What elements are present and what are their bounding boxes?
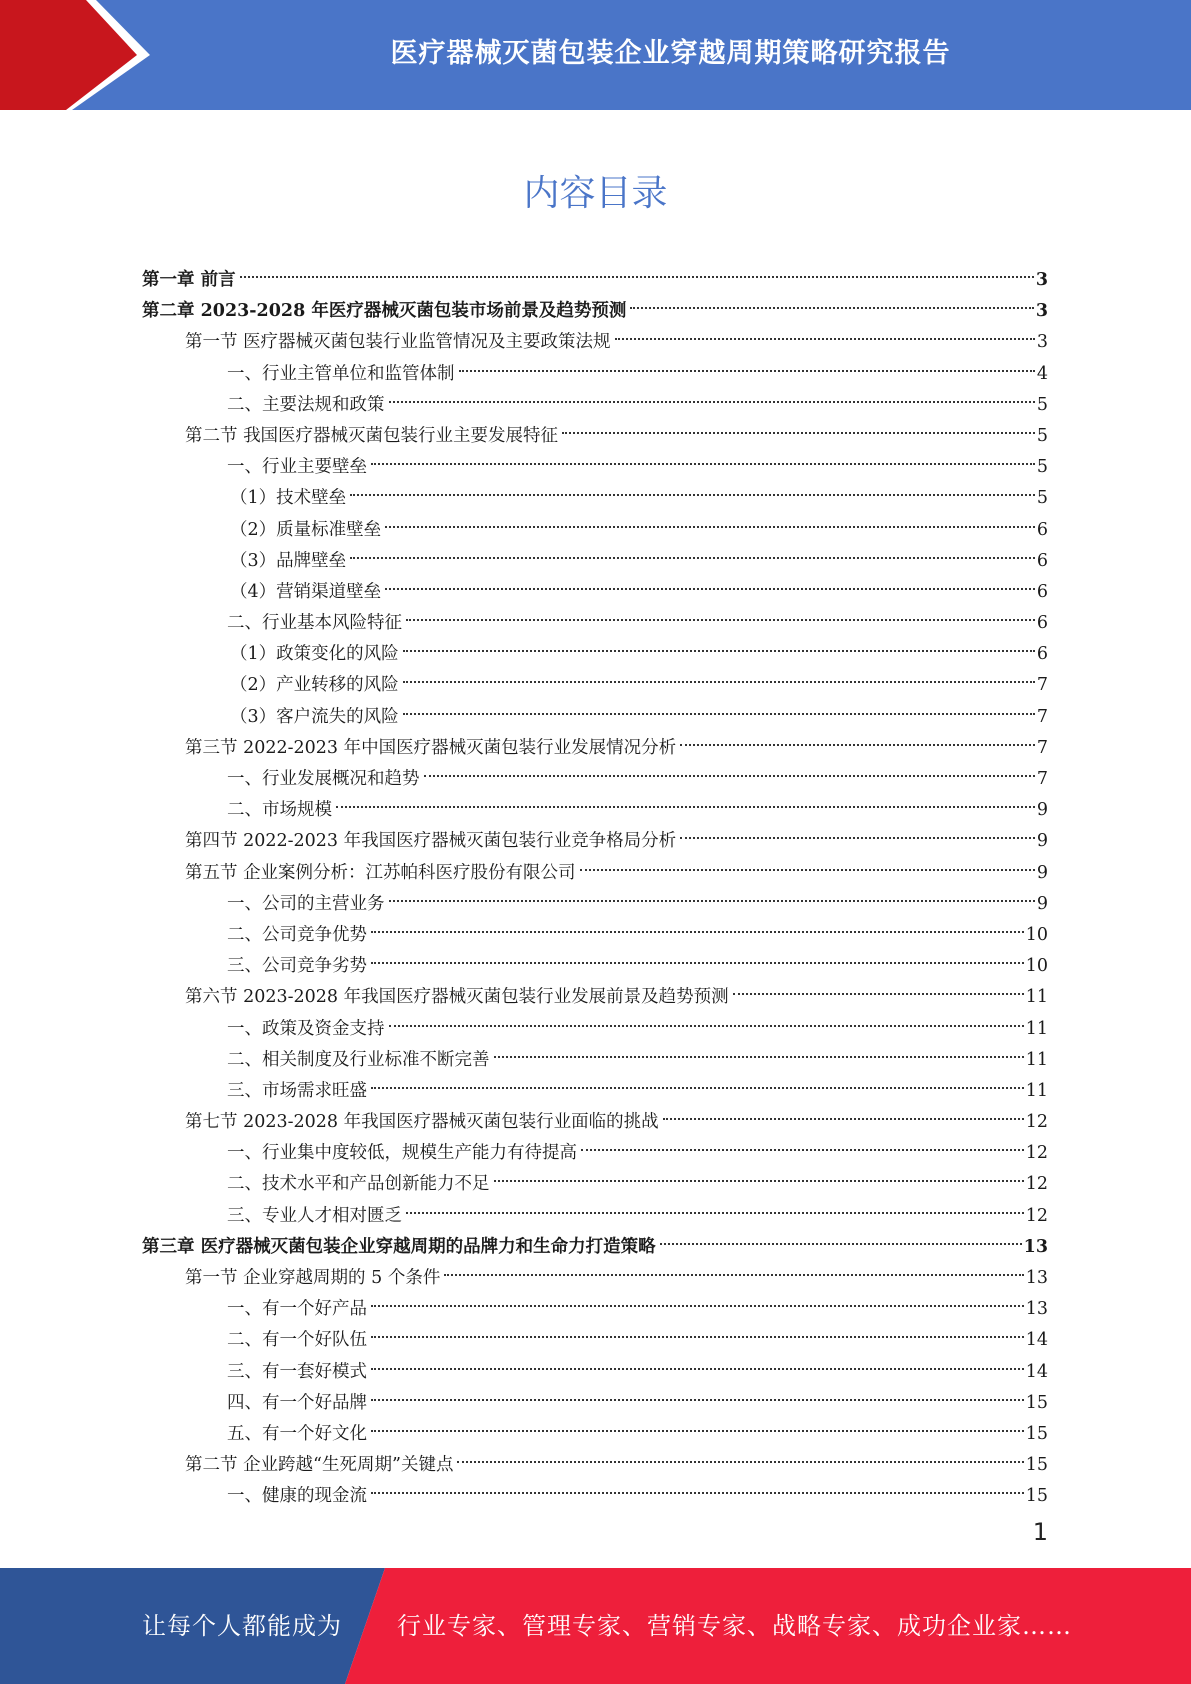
toc-entry-page: 7: [1036, 737, 1048, 758]
toc-leader-dots: [348, 472, 1035, 503]
toc-leader-dots: [387, 379, 1035, 410]
toc-entry[interactable]: [142, 722, 1048, 758]
toc-entry-page: 15: [1025, 1392, 1048, 1413]
toc-leader-dots: [238, 254, 1034, 285]
toc-entry[interactable]: [142, 971, 1048, 1008]
toc-leader-dots: [369, 940, 1024, 971]
toc-leader-dots: [334, 784, 1035, 815]
toc-leader-dots: [628, 285, 1033, 316]
toc-leader-dots: [369, 1283, 1024, 1314]
toc-entry[interactable]: [142, 535, 1048, 571]
toc-leader-dots: [661, 1096, 1024, 1127]
toc-entry[interactable]: [142, 1127, 1048, 1164]
toc-entry-page: 11: [1025, 1018, 1048, 1039]
toc-entry[interactable]: [142, 441, 1048, 478]
toc-leader-dots: [442, 1252, 1023, 1283]
toc-entry-title: 第一节 企业穿越周期的 5 个条件: [185, 1268, 441, 1288]
toc-leader-dots: [457, 348, 1035, 379]
toc-entry-title: 二、市场规模: [227, 800, 332, 821]
toc-entry[interactable]: [142, 1158, 1048, 1195]
footer-band: [0, 1568, 1191, 1684]
toc-entry-page: 14: [1025, 1361, 1048, 1382]
toc-leader-dots: [369, 441, 1035, 472]
toc-entry[interactable]: [142, 348, 1048, 384]
toc-entry-page: 6: [1036, 644, 1048, 665]
toc-entry-title: 第三节 2022-2023 年中国医疗器械灭菌包装行业发展情况分析: [185, 737, 677, 758]
toc-entry-title: 三、专业人才相对匮乏: [227, 1205, 402, 1226]
toc-entry[interactable]: [142, 1003, 1048, 1039]
toc-entry-page: 12: [1025, 1143, 1048, 1164]
header-band: [0, 0, 1191, 110]
toc-entry-page: 14: [1025, 1330, 1048, 1351]
toc-entry-page: 11: [1025, 987, 1048, 1008]
footer-slogan-right: 行业专家、管理专家、营销专家、战略专家、成功企业家……: [397, 1612, 1072, 1640]
toc-entry-title: 第一章 前言: [142, 270, 236, 290]
toc-entry[interactable]: [142, 753, 1048, 789]
toc-entry-page: 9: [1036, 862, 1048, 883]
toc-entry-title: 一、行业发展概况和趋势: [227, 769, 420, 789]
toc-entry-page: 15: [1025, 1423, 1048, 1444]
toc-leader-dots: [369, 1408, 1024, 1439]
toc-leader-dots: [492, 1034, 1024, 1065]
toc-entry-page: 7: [1036, 706, 1048, 727]
toc-entry[interactable]: [142, 1096, 1048, 1133]
toc-entry[interactable]: [142, 1408, 1048, 1444]
toc-leader-dots: [369, 909, 1024, 940]
toc-leader-dots: [401, 628, 1035, 659]
toc-leader-dots: [404, 597, 1035, 628]
toc-entry-title: （3）客户流失的风险: [230, 706, 399, 727]
toc-leader-dots: [678, 815, 1035, 846]
toc-entry[interactable]: [142, 1065, 1048, 1101]
toc-entry-title: 一、行业主管单位和监管体制: [227, 363, 455, 384]
toc-entry-title: 第二章 2023-2028 年医疗器械灭菌包装市场前景及趋势预测: [142, 301, 627, 322]
toc-entry[interactable]: [142, 597, 1048, 634]
toc-entry-title: 第三章 医疗器械灭菌包装企业穿越周期的品牌力和生命力打造策略: [142, 1236, 656, 1257]
toc-leader-dots: [369, 1314, 1024, 1345]
toc-entry-page: 5: [1036, 488, 1048, 509]
toc-entry-page: 6: [1036, 581, 1048, 602]
page-title: 内容目录: [523, 173, 668, 214]
toc-leader-dots: [560, 410, 1035, 441]
toc-entry[interactable]: [142, 316, 1048, 353]
toc-entry-title: （4）营销渠道壁垒: [230, 581, 382, 602]
toc-entry-page: 11: [1025, 1080, 1048, 1101]
toc-entry[interactable]: [142, 847, 1048, 883]
toc-entry[interactable]: [142, 1470, 1048, 1507]
toc-leader-dots: [387, 878, 1035, 909]
toc-entry-page: 12: [1025, 1174, 1048, 1195]
toc-entry[interactable]: [142, 815, 1048, 852]
toc-entry-page: 7: [1036, 769, 1048, 789]
toc-leader-dots: [422, 753, 1035, 784]
toc-leader-dots: [369, 1470, 1024, 1501]
toc-entry-page: 9: [1036, 800, 1048, 821]
toc-entry-title: 第二节 我国医疗器械灭菌包装行业主要发展特征: [185, 425, 559, 446]
toc-entry[interactable]: [142, 285, 1048, 322]
toc-entry[interactable]: [142, 1034, 1048, 1070]
toc-entry-title: 第一节 医疗器械灭菌包装行业监管情况及主要政策法规: [185, 332, 611, 353]
toc-leader-dots: [578, 847, 1035, 878]
toc-entry-page: 3: [1035, 270, 1048, 290]
chevron-right-icon: [0, 0, 160, 110]
toc-leader-dots: [369, 1377, 1024, 1408]
toc-entry-page: 7: [1036, 675, 1048, 696]
toc-entry-page: 10: [1025, 956, 1048, 977]
toc-entry-page: 5: [1036, 457, 1048, 478]
toc-entry-title: （1）政策变化的风险: [230, 644, 399, 665]
toc-entry-title: （3）品牌壁垒: [230, 550, 347, 571]
toc-entry-page: 9: [1036, 893, 1048, 914]
toc-entry[interactable]: [142, 1377, 1048, 1413]
toc-entry[interactable]: [142, 691, 1048, 727]
toc-entry[interactable]: [142, 1283, 1048, 1320]
toc-entry-title: 一、行业集中度较低，规模生产能力有待提高: [227, 1143, 577, 1164]
toc-entry[interactable]: [142, 254, 1048, 290]
toc-entry-page: 3: [1035, 301, 1048, 322]
toc-entry-title: 第七节 2023-2028 年我国医疗器械灭菌包装行业面临的挑战: [185, 1112, 659, 1133]
toc-entry-title: 三、市场需求旺盛: [227, 1080, 367, 1101]
toc-entry-title: 一、健康的现金流: [227, 1486, 367, 1507]
toc-leader-dots: [404, 1190, 1024, 1221]
toc-entry[interactable]: [142, 1190, 1048, 1226]
page-number: 1: [1032, 1518, 1048, 1546]
footer-slogan-left: 让每个人都能成为: [142, 1612, 342, 1640]
table-of-contents: [142, 254, 1048, 1507]
toc-entry[interactable]: [142, 878, 1048, 914]
toc-entry-title: 二、公司竞争优势: [227, 924, 367, 945]
toc-entry-title: 一、行业主要壁垒: [227, 457, 367, 478]
toc-entry-page: 5: [1036, 425, 1048, 446]
toc-entry-title: 一、公司的主营业务: [227, 893, 385, 914]
toc-entry[interactable]: [142, 659, 1048, 696]
toc-entry-page: 6: [1036, 613, 1048, 634]
toc-leader-dots: [369, 1065, 1024, 1096]
toc-leader-dots: [401, 691, 1035, 722]
toc-entry-title: 二、有一个好队伍: [227, 1330, 367, 1351]
toc-entry-title: 二、技术水平和产品创新能力不足: [227, 1174, 490, 1195]
toc-entry[interactable]: [142, 628, 1048, 665]
toc-leader-dots: [387, 1003, 1024, 1034]
toc-entry[interactable]: [142, 1346, 1048, 1382]
toc-entry-title: 四、有一个好品牌: [227, 1392, 367, 1413]
toc-entry[interactable]: [142, 566, 1048, 602]
toc-leader-dots: [579, 1127, 1024, 1158]
toc-leader-dots: [613, 316, 1035, 347]
toc-entry[interactable]: [142, 1221, 1048, 1257]
toc-entry-page: 3: [1036, 332, 1048, 353]
toc-entry-page: 11: [1025, 1049, 1048, 1070]
toc-entry[interactable]: [142, 784, 1048, 821]
toc-entry-page: 9: [1036, 831, 1048, 852]
report-title: 医疗器械灭菌包装企业穿越周期策略研究报告: [390, 37, 951, 69]
toc-entry-title: 二、行业基本风险特征: [227, 613, 402, 634]
toc-entry-title: 一、有一个好产品: [227, 1299, 367, 1320]
toc-leader-dots: [658, 1221, 1022, 1252]
toc-entry-title: （2）质量标准壁垒: [230, 519, 382, 540]
toc-entry-title: 一、政策及资金支持: [227, 1018, 385, 1039]
toc-entry-page: 12: [1025, 1205, 1048, 1226]
toc-entry-page: 6: [1036, 550, 1048, 571]
toc-entry-title: 第六节 2023-2028 年我国医疗器械灭菌包装行业发展前景及趋势预测: [185, 987, 729, 1008]
toc-entry-title: （1）技术壁垒: [230, 488, 347, 509]
toc-entry-title: 二、相关制度及行业标准不断完善: [227, 1049, 490, 1070]
toc-entry-page: 10: [1025, 924, 1048, 945]
toc-leader-dots: [369, 1346, 1024, 1377]
toc-entry-title: 三、有一套好模式: [227, 1361, 367, 1382]
toc-leader-dots: [678, 722, 1035, 753]
toc-leader-dots: [492, 1158, 1024, 1189]
toc-entry-page: 13: [1023, 1236, 1048, 1257]
toc-leader-dots: [348, 535, 1035, 566]
toc-entry[interactable]: [142, 940, 1048, 977]
toc-entry-page: 6: [1036, 519, 1048, 540]
toc-entry-title: 第五节 企业案例分析：江苏帕科医疗股份有限公司: [185, 862, 576, 883]
toc-leader-dots: [455, 1439, 1023, 1470]
toc-leader-dots: [401, 659, 1035, 690]
toc-entry-title: 五、有一个好文化: [227, 1423, 367, 1444]
toc-entry-title: 第二节 企业跨越“生死周期”关键点: [185, 1455, 454, 1476]
toc-entry-page: 15: [1025, 1455, 1048, 1476]
toc-entry[interactable]: [142, 1314, 1048, 1351]
toc-leader-dots: [383, 566, 1035, 597]
toc-entry[interactable]: [142, 410, 1048, 446]
toc-entry-page: 13: [1025, 1299, 1048, 1320]
toc-entry-page: 13: [1025, 1268, 1048, 1288]
toc-leader-dots: [731, 971, 1024, 1002]
toc-entry[interactable]: [142, 909, 1048, 945]
toc-entry-title: 第四节 2022-2023 年我国医疗器械灭菌包装行业竞争格局分析: [185, 831, 677, 852]
toc-entry-page: 4: [1036, 363, 1048, 384]
toc-entry[interactable]: [142, 379, 1048, 415]
toc-entry[interactable]: [142, 1439, 1048, 1476]
toc-entry-title: 二、主要法规和政策: [227, 394, 385, 415]
toc-entry-title: 三、公司竞争劣势: [227, 956, 367, 977]
toc-entry-page: 5: [1036, 394, 1048, 415]
toc-entry-title: （2）产业转移的风险: [230, 675, 399, 696]
toc-leader-dots: [383, 504, 1035, 535]
toc-entry[interactable]: [142, 472, 1048, 509]
toc-entry-page: 15: [1025, 1486, 1048, 1507]
toc-entry[interactable]: [142, 504, 1048, 540]
toc-entry-page: 12: [1025, 1112, 1048, 1133]
toc-entry[interactable]: [142, 1252, 1048, 1288]
